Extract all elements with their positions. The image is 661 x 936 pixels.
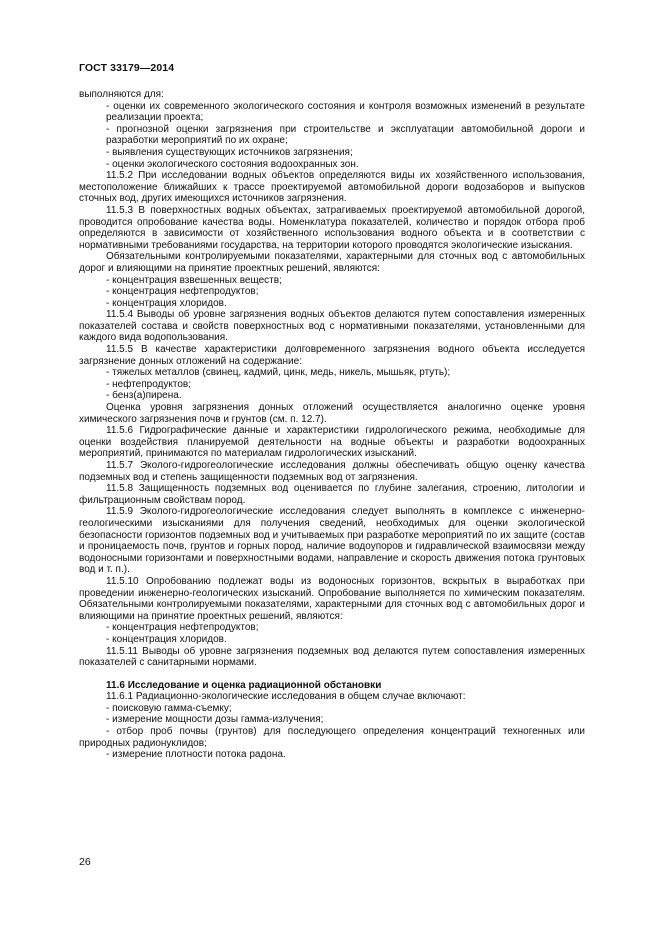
list-item: - измерение плотности потока радона. — [106, 749, 286, 761]
list-item: - измерение мощности дозы гамма-излучения; — [106, 714, 324, 726]
paragraph: 11.5.6 Гидрографические данные и характеристики гидрологического режима, необходимые для оценки воздействия планируемой деятельности на водные объекты и разработки водоохранных мероприятий, принимаются по материалам гидрологических изысканий. — [79, 425, 585, 460]
paragraph: 11.5.9 Эколого-гидрогеологические исследования следует выполнять в комплексе с инженерно-геологическими изысканиями для получения сведений, необходимых для оценки экологической безопасности горизонтов подземных вод и учитываемых при разработке мероприятий по их защите (состав и проницаемость почв, грунтов и горных пород, наличие водоупоров и гидравлической взаимосвязи между водоносными горизонтами и поверхностными водами, направление и скорость движения потока грунтовых вод и т. п.). — [79, 506, 585, 576]
list-item: - оценки их современного экологического состояния и контроля возможных изменений в результате реализации проекта; — [106, 100, 585, 124]
list-item: - бенз(а)пирена. — [106, 390, 182, 402]
list-item: - поисковую гамма-съемку; — [106, 702, 232, 714]
paragraph: 11.6.1 Радиационно-экологические исследования в общем случае включают: — [106, 691, 466, 703]
paragraph: 11.5.3 В поверхностных водных объектах, затрагиваемых проектируемой автомобильной дорогой, проводится опробование качества воды. Номенклатура показателей, количество и порядок отбора проб определяются в зависимости от хозяйственного использования водного объекта и в соответствии с нормативными требованиями государства, на территории которого проводятся экологические изыскания. — [79, 204, 585, 251]
paragraph: выполняются для: — [79, 89, 164, 100]
document-body — [79, 89, 585, 761]
paragraph: 11.5.10 Опробованию подлежат воды из водоносных горизонтов, вскрытых в выработках при проведении инженерно-геологических изысканий. Опробование выполняется по химическим показателям. Обязательными контролируемыми показателями, характерными для сточных вод с автомобильных дорог и влияющими на принятие проектных решений, являются: — [79, 575, 585, 622]
paragraph: 11.5.7 Эколого-гидрогеологические исследования должны обеспечивать общую оценку качества подземных вод и степень защищенности подземных вод от загрязнения. — [79, 460, 585, 483]
paragraph: Обязательными контролируемыми показателями, характерными для сточных вод с автомобильных дорог и влияющими на принятие проектных решений, являются: — [79, 251, 585, 274]
list-item: - концентрация хлоридов. — [106, 297, 227, 309]
paragraph: 11.5.8 Защищенность подземных вод оценивается по глубине залегания, строению, литологии и фильтрационным свойствам пород. — [79, 483, 585, 506]
list-item: - концентрация нефтепродуктов; — [106, 286, 259, 298]
standard-header: ГОСТ 33179—2014 — [79, 62, 175, 74]
list-item: - нефтепродуктов; — [106, 378, 191, 390]
paragraph: 11.5.11 Выводы об уровне загрязнения подземных вод делаются путем сопоставления измеренных показателей с санитарными нормами. — [79, 645, 585, 669]
list-item: - выявления существующих источников загрязнения; — [106, 146, 353, 158]
paragraph: 11.5.2 При исследовании водных объектов определяются виды их хозяйственного использования, местоположение ближайших к трассе проектируемой автомобильной дороги водозаборов и выпусков сточных вод, других имеющихся источников загрязнения. — [79, 170, 585, 205]
list-item: - прогнозной оценки загрязнения при строительстве и эксплуатации автомобильной дороги и разработки мероприятий по их охране; — [106, 123, 585, 147]
list-item: - концентрация взвешенных веществ; — [106, 274, 282, 286]
page-number: 26 — [79, 856, 91, 868]
list-item: - концентрация хлоридов. — [106, 633, 227, 645]
paragraph: 11.5.5 В качестве характеристики долговременного загрязнения водного объекта исследуется загрязнение донных отложений на содержание: — [79, 344, 585, 367]
list-item: - концентрация нефтепродуктов; — [106, 622, 259, 634]
paragraph: 11.5.4 Выводы об уровне загрязнения водных объектов делаются путем сопоставления измеренных показателей состава и свойств поверхностных вод с нормативными показателями, установленными для каждого вида водопользования. — [79, 309, 585, 344]
paragraph: Оценка уровня загрязнения донных отложений осуществляется аналогично оценке уровня химического загрязнения почв и грунтов (см. п. 12.7). — [79, 402, 585, 425]
paragraph: - отбор проб почвы (грунтов) для последующего определения концентраций техногенных или природных радионуклидов; — [79, 726, 585, 749]
list-item: - оценки экологического состояния водоохранных зон. — [106, 158, 359, 170]
list-item: - тяжелых металлов (свинец, кадмий, цинк, медь, никель, мышьяк, ртуть); — [106, 367, 451, 379]
section-heading: 11.6 Исследование и оценка радиационной обстановки — [106, 679, 382, 691]
